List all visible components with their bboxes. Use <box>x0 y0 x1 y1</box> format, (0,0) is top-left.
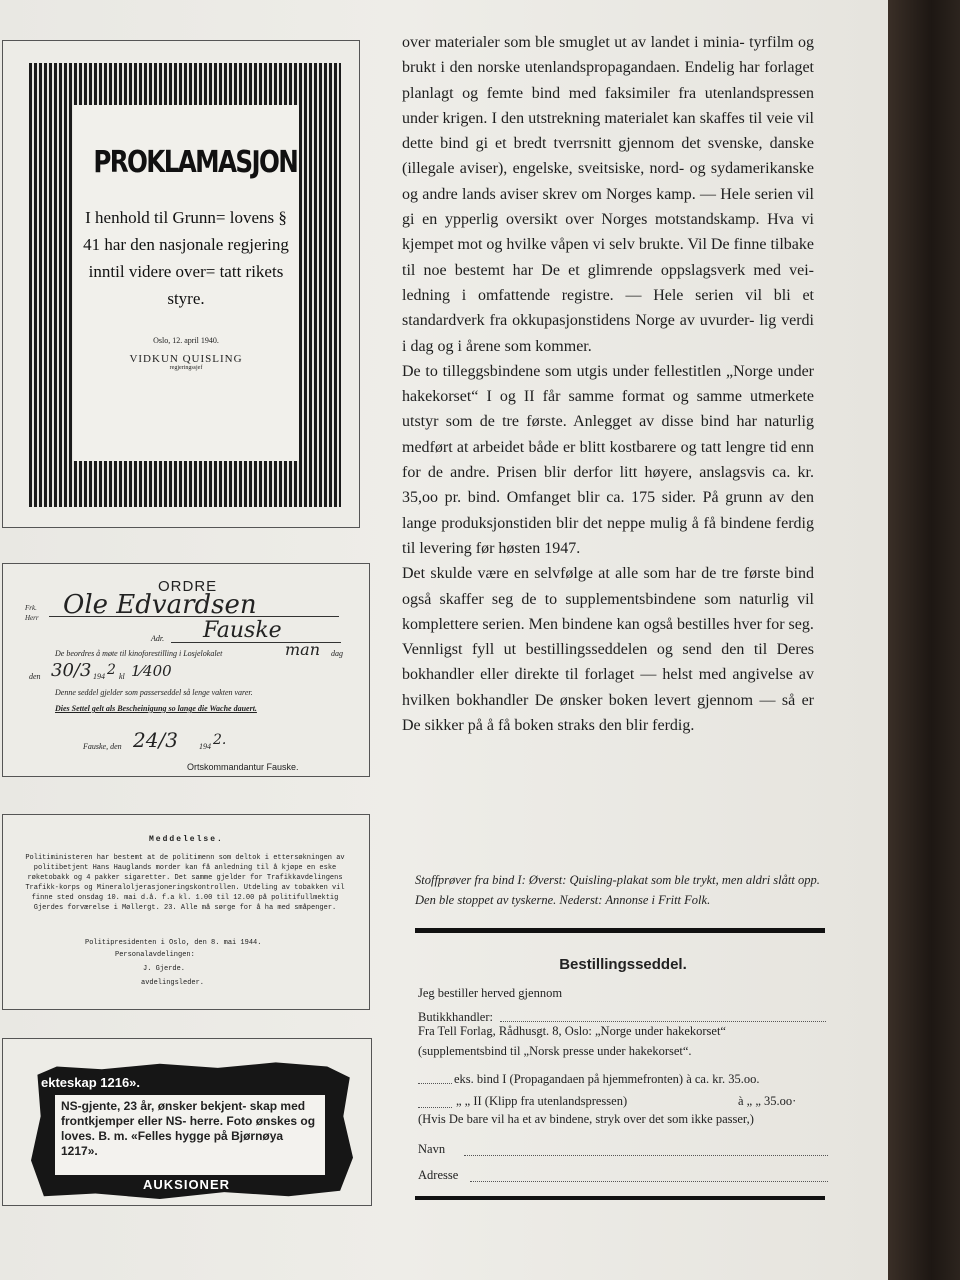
ordre-place-date-handwritten: 24/3 <box>133 728 178 752</box>
divider-rule <box>415 928 825 933</box>
ordre-frk: Frk. <box>25 604 37 612</box>
meddelelse-sign-3: J. Gjerde. <box>143 965 186 973</box>
clipping-footer: AUKSIONER <box>143 1177 231 1192</box>
order-form-line-4: (supplementsbind til „Norsk presse under hakekorset“. <box>418 1044 692 1058</box>
ordre-name-line <box>49 616 339 617</box>
ordre-year-handwritten: 2 <box>107 662 116 678</box>
order-form-title: Bestillingsseddel. <box>559 956 687 973</box>
bottom-rule <box>415 1196 825 1200</box>
ordre-den-label: den <box>29 672 41 681</box>
poster-role: regjeringssjef <box>169 365 203 371</box>
ordre-line1: De beordres å møte til kinoforestilling i Losjelokalet <box>55 649 223 658</box>
meddelelse-text: Politiministeren har bestemt at de politimenn som deltok i ettersøkningen av politibetjent Hans Hauglands morder kan få anledning til å kjøpe en eske røketobakk og 4 pakker sigaretter. Det samme gjelder for Trafikkavdelingens Trafikk-korps og Mineraloljerasjoneringskontrollen. Utdeling av tobakken vil finne sted onsdag 10. mai d.å. f.a kl. 1.00 til 12.00 på politifullmektig Gjerdes forværelse i Møllergt. 23. Alle må sørge for å ha med småpenger. <box>25 854 345 912</box>
ordre-day-handwritten: man <box>285 640 321 659</box>
bookseller-field[interactable] <box>500 1012 826 1022</box>
proclamation-facsimile <box>2 40 360 528</box>
poster-date: Oslo, 12. april 1940. <box>153 336 219 345</box>
ordre-year-text: 194 <box>93 672 105 681</box>
ordre-line3: Dies Settel gelt als Bescheinigung so lange die Wache dauert. <box>55 704 257 713</box>
order-form-line-6a: „ „ II (Klipp fra utenlandspressen) <box>456 1094 628 1108</box>
order-form-name-label: Navn <box>418 1142 446 1156</box>
order-form-line-7: (Hvis De bare vil ha et av bindene, stryk over det som ikke passer,) <box>418 1112 754 1126</box>
body-paragraph: over materialer som ble smuglet ut av landet i minia- tyrfilm og brukt i den norske utenlandspropagandaen. Endelig har forlaget planlagt og femte bind med faksimiler fra utenlandspressen under krigen. I den utstrekning materialet kan skaffes til veie vil dette bind gi et bredt tverrsnitt gjennom det svenske, danske (illegale aviser), engelske, sveitsiske, nord- og sydamerikanske og andre lands aviser skrev om Norges kamp. — Hele serien vil gi en ypperlig oversikt over Norges motstandskamp. Hva vi kjempet mot og hvilke våpen vi selv brukte. Vil De finne tilbake til noe bestemt har De et glimrende oppslagsverk med vei- ledning i omfattende registre. — Hele serien vil bli et standardverk fra okkupasjonstidens Norge av uvurder- lig verdi i dag og i årene som kommer. <box>402 34 814 355</box>
ordre-time-handwritten: 1⁄400 <box>131 662 172 680</box>
table-edge <box>888 0 960 1280</box>
clipping-top-text: ekteskap 1216». <box>41 1075 141 1090</box>
ordre-issuer: Ortskommandantur Fauske. <box>187 762 299 772</box>
meddelelse-facsimile <box>2 814 370 1010</box>
meddelelse-sign-1: Politipresidenten i Oslo, den 8. mai 1944. <box>85 939 262 947</box>
ordre-place-year: 194 <box>199 742 211 751</box>
qty-field-bind-1[interactable] <box>418 1074 452 1084</box>
ordre-line2: Denne seddel gjelder som passerseddel så lenge vakten varer. <box>55 688 253 697</box>
ordre-facsimile <box>2 563 370 777</box>
ordre-name-handwritten: Ole Edvardsen <box>63 590 257 620</box>
name-field[interactable] <box>464 1146 828 1156</box>
poster-title: PROKLAMASJON <box>93 145 298 180</box>
order-form-address-label: Adresse <box>418 1168 459 1182</box>
address-field[interactable] <box>470 1172 828 1182</box>
ordre-place-year-handwritten: 2. <box>213 732 227 748</box>
annonse-facsimile <box>2 1038 372 1206</box>
qty-field-bind-2[interactable] <box>418 1098 452 1108</box>
body-paragraph: Vennligst fyll ut bestillingsseddelen og send den til Deres bokhandler eller direkte til forlaget — helst med angivelse av hvilken bokhandler De ønsker boken levert gjennom — så er De sikker på å få boken straks den blir ferdig. <box>402 641 814 735</box>
meddelelse-title: Meddelelse. <box>149 835 224 844</box>
order-form-bookseller-label: Butikkhandler: <box>418 1010 493 1024</box>
order-form-line-1: Jeg bestiller herved gjennom <box>418 986 563 1000</box>
order-form-line-6b: à „ „ 35.oo· <box>738 1094 797 1108</box>
body-text <box>402 30 814 738</box>
ordre-adr-handwritten: Fauske <box>203 618 282 643</box>
ordre-adr-label: Adr. <box>151 634 165 643</box>
ordre-place-date: Fauske, den <box>83 742 122 751</box>
order-form <box>416 956 830 1182</box>
order-form-line-3: Fra Tell Forlag, Rådhusgt. 8, Oslo: „Norge under hakekorset“ <box>418 1024 726 1038</box>
meddelelse-sign-2: Personalavdelingen: <box>115 951 195 959</box>
body-paragraph: Det skulde være en selvfølge at alle som har de tre første bind også skaffer seg de to supplementsbindene som naturlig vil komplettere serien. Men bindene kan også bestilles hver for seg. <box>402 565 814 633</box>
poster-panel <box>73 105 299 461</box>
order-form-line-5: eks. bind I (Propagandaen på hjemmefronten) à ca. kr. 35.oo. <box>454 1072 760 1086</box>
ordre-title: ORDRE <box>158 578 218 595</box>
body-paragraph: De to tilleggsbindene som utgis under fellestitlen „Norge under hakekorset“ I og II får samme format og samme utmerkete utstyr som de tre første. Anlegget av disse bind har naturlig medført at arbeidet både er blitt kostbarere og tatt lengre tid enn for de andre. Prisen blir derfor litt høyere, anslagsvis ca. kr. 35,oo pr. bind. Omfanget blir ca. 175 sider. På grunn av den lange produksjonstiden blir det neppe mulig å få bindene ferdig til levering før høsten 1947. <box>402 362 814 557</box>
ordre-herr: Herr <box>25 614 39 622</box>
poster-body: I henhold til Grunn= lovens § 41 har den nasjonale regjering inntil videre over= tatt rikets styre. <box>83 208 289 308</box>
ordre-date-handwritten: 30/3 <box>51 660 92 681</box>
ordre-kl-label: kl <box>119 672 125 681</box>
figure-caption: Stoffprøver fra bind I: Øverst: Quisling-plakat som ble trykt, men aldri slått opp. Den ble stoppet av tyskerne. Nederst: Annonse i Fritt Folk. <box>415 873 820 907</box>
clipping-ad-text: NS-gjente, 23 år, ønsker bekjent- skap med frontkjemper eller NS- herre. Foto ønskes og loves. B. m. «Felles hygge på Bjørnøya 1217». <box>55 1095 325 1175</box>
poster-border <box>29 63 341 507</box>
ordre-line1-end: dag <box>331 649 343 658</box>
meddelelse-sign-4: avdelingsleder. <box>141 979 205 987</box>
poster-signature: VIDKUN QUISLING <box>129 353 243 365</box>
